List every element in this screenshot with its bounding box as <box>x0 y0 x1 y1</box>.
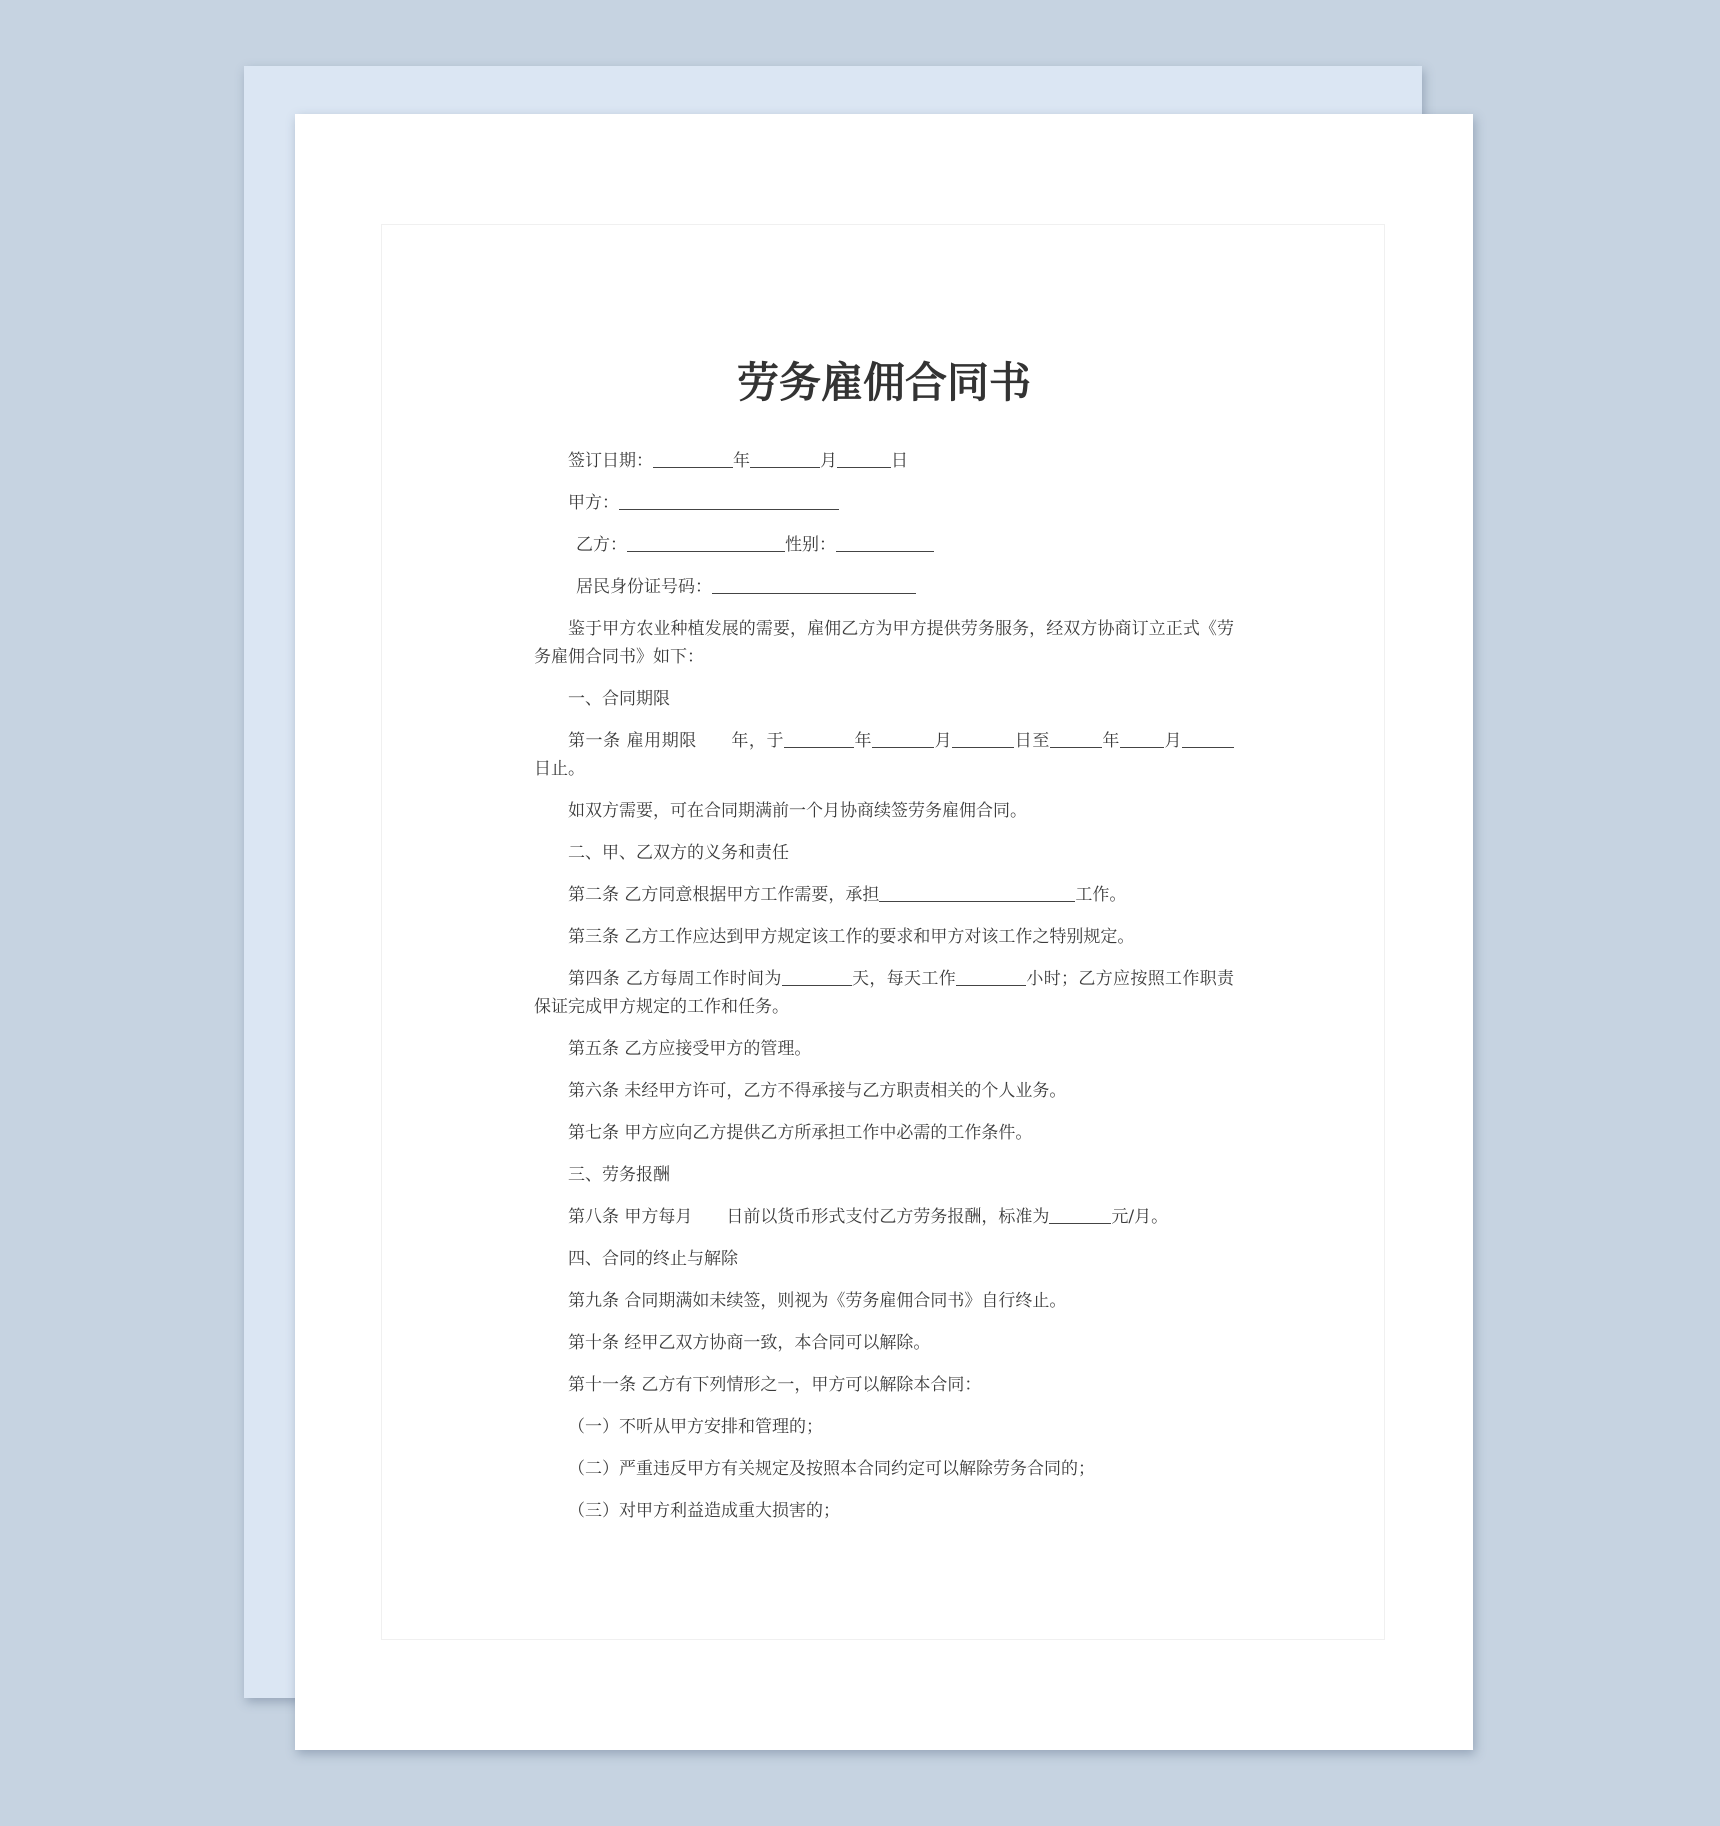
gender-blank[interactable] <box>836 533 934 552</box>
id-number-line <box>534 566 1234 608</box>
renew-line: 如双方需要，可在合同期满前一个月协商续签劳务雇佣合同。 <box>568 801 1027 821</box>
blank[interactable] <box>1120 729 1164 748</box>
article-5: 第五条 乙方应接受甲方的管理。 <box>568 1039 812 1059</box>
blank[interactable] <box>784 729 854 748</box>
list-item: （二）严重违反甲方有关规定及按照本合同约定可以解除劳务合同的； <box>568 1459 1095 1479</box>
party-a-blank[interactable] <box>619 491 839 510</box>
article-4-prefix: 第四条 乙方每周工作时间为 <box>568 969 782 989</box>
article-8 <box>534 1196 1234 1238</box>
article-4-t2: 小时；乙方应按照工作职责保证完成甲方规定的工作和任务。 <box>534 969 1235 1017</box>
article-2 <box>534 874 1234 916</box>
article-4-t1: 天，每天工作 <box>851 969 957 989</box>
article-8-suffix: 元/月。 <box>1111 1207 1169 1227</box>
hours-blank[interactable] <box>956 967 1026 986</box>
sign-date-line <box>534 440 1234 482</box>
article-8-prefix: 第八条 甲方每月 <box>568 1207 693 1227</box>
article-1-t2: 年 <box>854 731 873 751</box>
party-b-label: 乙方： <box>576 535 627 555</box>
section-4-heading: 四、合同的终止与解除 <box>568 1249 738 1269</box>
work-blank[interactable] <box>879 883 1075 902</box>
article-1-t6: 月 <box>1163 731 1183 751</box>
party-b-line <box>534 524 1234 566</box>
section-2-heading: 二、甲、乙双方的义务和责任 <box>568 843 789 863</box>
page-title: 劳务雇佣合同书 <box>736 358 1031 407</box>
section-1-heading: 一、合同期限 <box>568 689 670 709</box>
month-text: 月 <box>820 451 837 471</box>
day-text: 日 <box>891 451 908 471</box>
party-a-label: 甲方： <box>568 493 619 513</box>
article-1-t4: 日至 <box>1014 731 1050 751</box>
article-6: 第六条 未经甲方许可，乙方不得承接与乙方职责相关的个人业务。 <box>568 1081 1067 1101</box>
blank[interactable] <box>872 729 934 748</box>
article-10: 第十条 经甲乙双方协商一致，本合同可以解除。 <box>568 1333 931 1353</box>
article-2-prefix: 第二条 乙方同意根据甲方工作需要，承担 <box>568 885 880 905</box>
article-2-suffix: 工作。 <box>1075 885 1127 905</box>
gender-label: 性别： <box>785 535 836 555</box>
article-1-t1: 年，于 <box>730 731 784 751</box>
blank[interactable] <box>952 729 1014 748</box>
document-page <box>295 114 1473 1750</box>
year-blank[interactable] <box>653 449 733 468</box>
contract-body <box>534 354 1234 1532</box>
article-1-prefix: 第一条 雇用期限 <box>568 731 697 751</box>
article-9: 第九条 合同期满如未续签，则视为《劳务雇佣合同书》自行终止。 <box>568 1291 1067 1311</box>
year-text: 年 <box>733 451 750 471</box>
day-blank[interactable] <box>837 449 891 468</box>
month-blank[interactable] <box>750 449 820 468</box>
days-blank[interactable] <box>782 967 852 986</box>
blank[interactable] <box>1050 729 1102 748</box>
id-number-blank[interactable] <box>712 575 916 594</box>
blank[interactable] <box>1182 729 1234 748</box>
salary-blank[interactable] <box>1049 1205 1111 1224</box>
sign-date-label: 签订日期： <box>568 451 653 471</box>
article-1-t3: 月 <box>934 731 953 751</box>
article-1-t5: 年 <box>1101 731 1120 751</box>
party-b-blank[interactable] <box>627 533 785 552</box>
article-8-mid: 日前以货币形式支付乙方劳务报酬，标准为 <box>726 1207 1050 1227</box>
list-item: （一）不听从甲方安排和管理的； <box>568 1417 823 1437</box>
section-3-heading: 三、劳务报酬 <box>568 1165 670 1185</box>
article-3: 第三条 乙方工作应达到甲方规定该工作的要求和甲方对该工作之特别规定。 <box>568 927 1135 947</box>
list-item: （三）对甲方利益造成重大损害的； <box>568 1501 840 1521</box>
id-number-label: 居民身份证号码： <box>576 577 712 597</box>
article-11: 第十一条 乙方有下列情形之一，甲方可以解除本合同： <box>568 1375 982 1395</box>
intro-paragraph: 鉴于甲方农业种植发展的需要，雇佣乙方为甲方提供劳务服务，经双方协商订立正式《劳务雇佣合同书》如下： <box>534 619 1234 667</box>
article-1-end: 日止。 <box>534 759 585 779</box>
article-7: 第七条 甲方应向乙方提供乙方所承担工作中必需的工作条件。 <box>568 1123 1033 1143</box>
party-a-line <box>534 482 1234 524</box>
article-1 <box>534 727 1234 783</box>
article-4 <box>534 965 1234 1021</box>
